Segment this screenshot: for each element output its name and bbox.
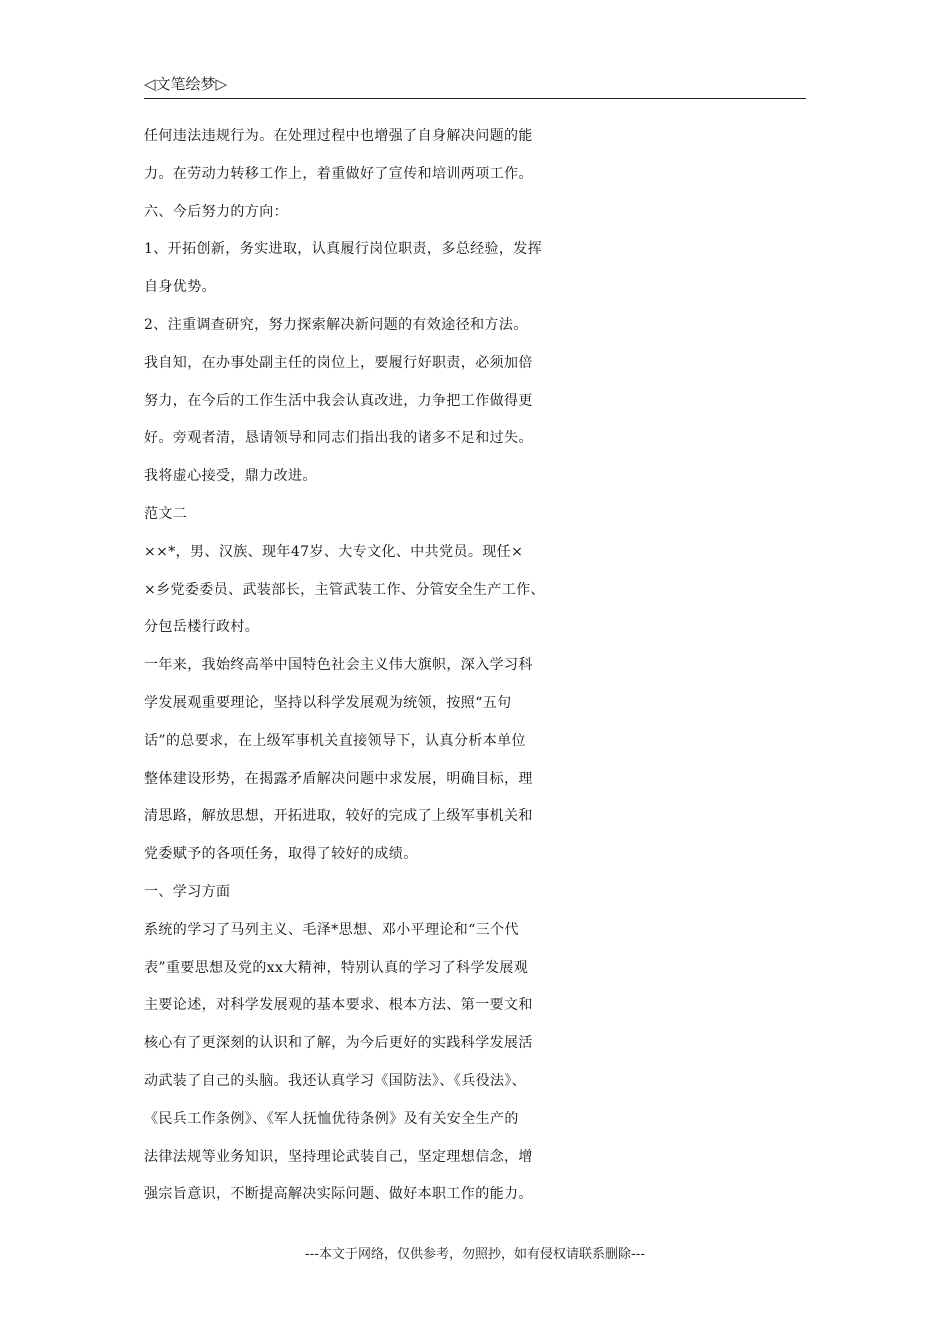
- text-line: 系统的学习了马列主义、毛泽*思想、邓小平理论和“三个代: [144, 921, 519, 938]
- text-line: 1、开拓创新，务实进取，认真履行岗位职责，多总经验，发挥: [144, 241, 543, 258]
- text-line: 《民兵工作条例》、《军人抚恤优待条例》及有关安全生产的: [144, 1110, 519, 1127]
- text-line: 我将虚心接受，鼎力改进。: [144, 468, 317, 485]
- text-line: 清思路，解放思想，开拓进取，较好的完成了上级军事机关和: [144, 808, 533, 825]
- text-line: 2、注重调查研究，努力探索解决新问题的有效途径和方法。: [144, 316, 528, 333]
- text-line: 分包岳楼行政村。: [144, 619, 260, 636]
- text-line: 学发展观重要理论，坚持以科学发展观为统领，按照“五句: [144, 694, 512, 711]
- document-body: [144, 118, 816, 1214]
- text-line: 核心有了更深刻的认识和了解，为今后更好的实践科学发展活: [144, 1035, 533, 1052]
- text-line: 党委赋予的各项任务，取得了较好的成绩。: [144, 846, 418, 863]
- text-line: 表”重要思想及党的xx大精神，特别认真的学习了科学发展观: [144, 959, 529, 976]
- text-line: 任何违法违规行为。在处理过程中也增强了自身解决问题的能: [144, 128, 533, 144]
- text-line: 整体建设形势，在揭露矛盾解决问题中求发展，明确目标，理: [144, 770, 533, 787]
- text-line: 努力，在今后的工作生活中我会认真改进，力争把工作做得更: [144, 392, 533, 409]
- text-line: 一年来，我始终高举中国特色社会主义伟大旗帜，深入学习科: [144, 657, 533, 674]
- text-line: 自身优势。: [144, 279, 216, 296]
- header-title: ◁文笔绘梦▷: [144, 75, 228, 93]
- text-line: 话”的总要求，在上级军事机关直接领导下，认真分析本单位: [144, 732, 526, 749]
- text-line: 一、学习方面: [144, 883, 231, 900]
- text-line: 动武装了自己的头脑。我还认真学习《国防法》、《兵役法》、: [144, 1072, 527, 1089]
- text-line: 好。旁观者清，恳请领导和同志们指出我的诸多不足和过失。: [144, 430, 533, 447]
- text-line: 力。在劳动力转移工作上，着重做好了宣传和培训两项工作。: [144, 165, 533, 182]
- text-line: 六、今后努力的方向：: [144, 203, 288, 220]
- page-header: [144, 74, 806, 99]
- text-line: 法律法规等业务知识，坚持理论武装自己，坚定理想信念，增: [144, 1148, 533, 1165]
- text-line: ×乡党委委员、武装部长，主管武装工作、分管安全生产工作、: [144, 581, 545, 598]
- text-line: ××*，男、汉族、现年47岁、大专文化、中共党员。现任×: [144, 543, 524, 560]
- text-line: 主要论述，对科学发展观的基本要求、根本方法、第一要文和: [144, 997, 533, 1014]
- text-line: 范文二: [144, 505, 188, 522]
- text-line: 我自知，在办事处副主任的岗位上，要履行好职责，必须加倍: [144, 354, 533, 371]
- page-footer: ---本文于网络，仅供参考，勿照抄，如有侵权请联系删除---: [304, 1247, 646, 1262]
- text-line: 强宗旨意识，不断提高解决实际问题、做好本职工作的能力。: [144, 1186, 533, 1203]
